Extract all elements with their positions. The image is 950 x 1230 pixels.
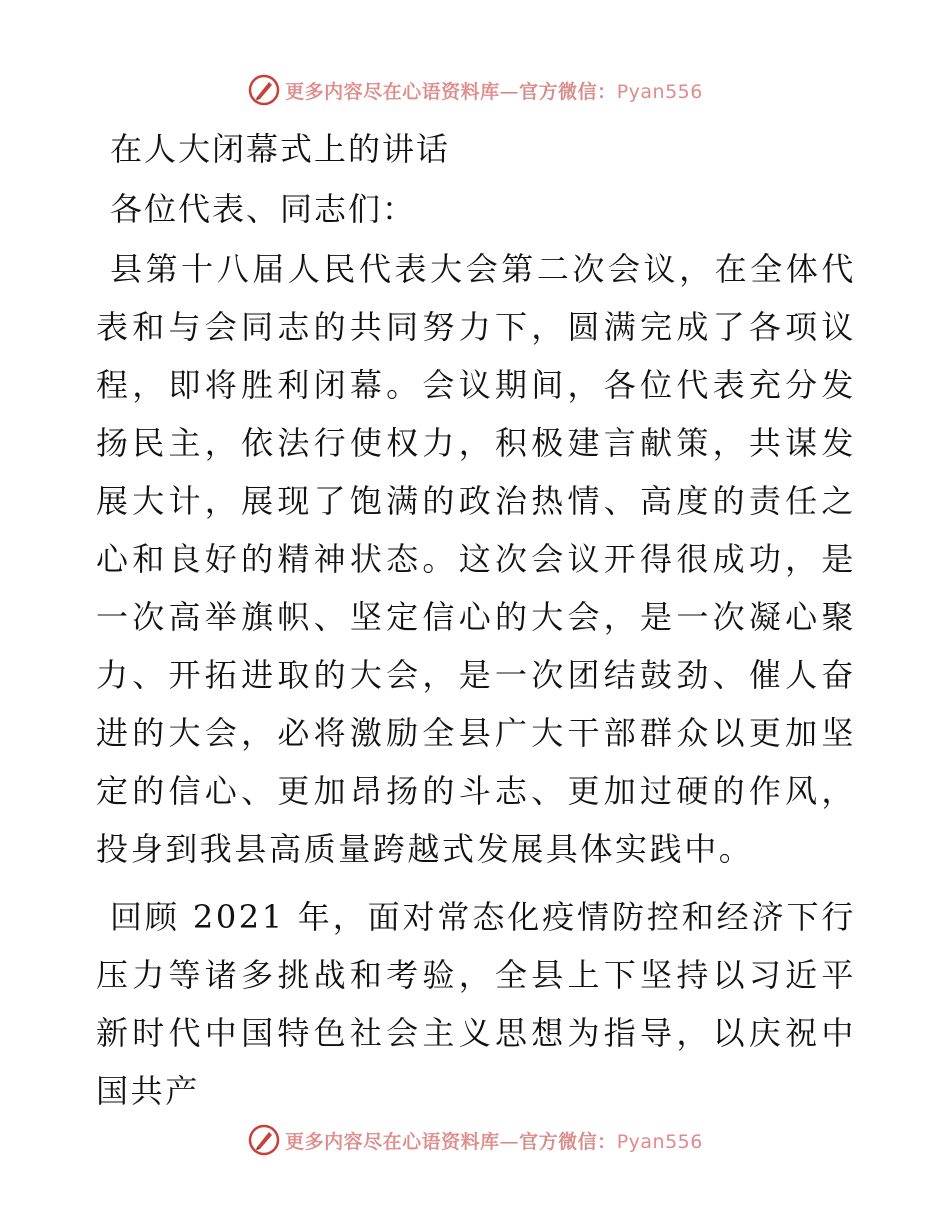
header-banner (0, 70, 950, 110)
document-title: 在人大闭幕式上的讲话 (110, 130, 451, 168)
paragraph-2: 回顾 2021 年，面对常态化疫情防控和经济下行压力等诸多挑战和考验，全县上下坚持以习近平新时代中国特色社会主义思想为指导，以庆祝中国共产 (96, 898, 856, 1110)
banner-account: Pyan556 (616, 1130, 703, 1153)
banner-account: Pyan556 (616, 80, 703, 103)
pen-logo-icon (247, 1123, 281, 1157)
pen-logo-icon (247, 73, 281, 107)
banner-official-label: 官方微信： (519, 1130, 617, 1153)
paragraph-1: 县第十八届人民代表大会第二次会议，在全体代表和与会同志的共同努力下，圆满完成了各项议程，即将胜利闭幕。会议期间，各位代表充分发扬民主，依法行使权力，积极建言献策，共谋发展大计，展现了饱满的政治热情、高度的责任之心和良好的精神状态。这次会议开得很成功，是一次高举旗帜、坚定信心的大会，是一次凝心聚力、开拓进取的大会，是一次团结鼓劲、催人奋进的大会，必将激励全县广大干部群众以更加坚定的信心、更加昂扬的斗志、更加过硬的作风，投身到我县高质量跨越式发展具体实践中。 (96, 250, 856, 868)
banner-official-label: 官方微信： (519, 80, 617, 103)
footer-banner (0, 1120, 950, 1160)
banner-text (285, 77, 703, 104)
banner-main-text: 更多内容尽在心语资料库 (285, 80, 500, 103)
salutation: 各位代表、同志们： (110, 190, 417, 228)
banner-main-text: 更多内容尽在心语资料库 (285, 1130, 500, 1153)
document-body (96, 120, 856, 1120)
banner-dash: — (499, 80, 520, 103)
banner-text (285, 1127, 703, 1154)
banner-dash: — (499, 1130, 520, 1153)
